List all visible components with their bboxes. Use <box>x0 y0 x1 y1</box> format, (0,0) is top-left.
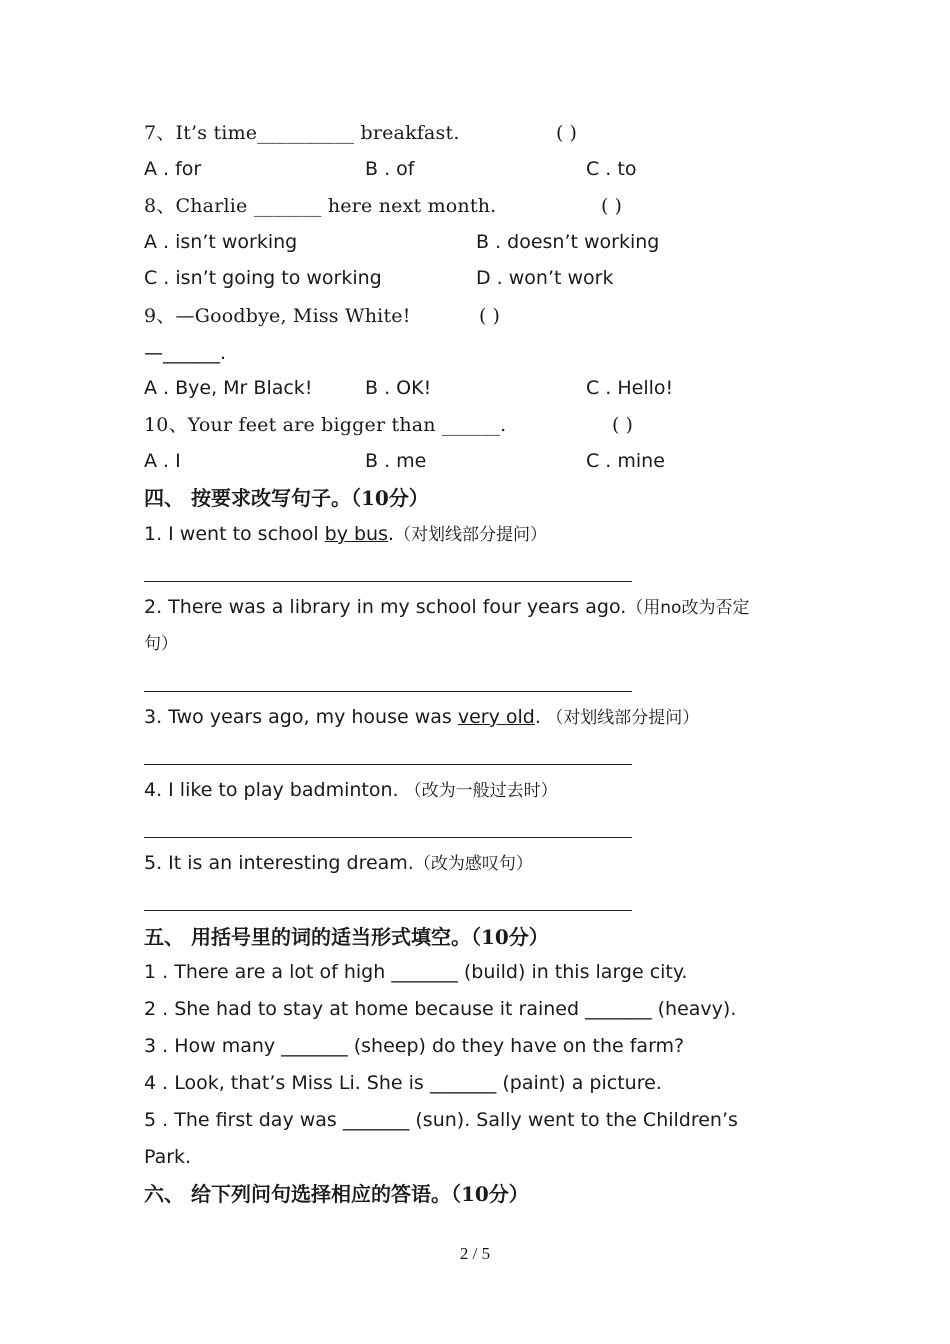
rewrite-item-5-instruction: （改为感叹句） <box>413 854 533 874</box>
question-9: 9、—Goodbye, Miss White! <box>144 305 411 327</box>
q8-option-c: C . isn’t going to working <box>144 267 382 289</box>
question-8: 8、Charlie _______ here next month. <box>144 195 497 217</box>
answer-line-1[interactable] <box>144 581 632 582</box>
rewrite-item-5-text: 5. It is an interesting dream. <box>144 852 414 874</box>
fill-item-1: 1 . There are a lot of high _______ (build) in this large city. <box>144 961 688 983</box>
q7-option-a: A . for <box>144 158 202 180</box>
q9-option-a: A . Bye, Mr Black! <box>144 377 313 399</box>
answer-line-5[interactable] <box>144 910 632 911</box>
section-6-heading: 六、 给下列问句选择相应的答语。（10分） <box>144 1182 529 1206</box>
q10-option-b: B . me <box>365 450 427 472</box>
rewrite-item-3-period: . <box>534 706 541 728</box>
rewrite-item-2-instruction: （用no改为否定 <box>626 598 750 618</box>
fill-item-4: 4 . Look, that’s Miss Li. She is _______ (paint) a picture. <box>144 1072 662 1094</box>
rewrite-item-2-text: 2. There was a library in my school four years ago. <box>144 596 627 618</box>
fill-item-5-cont: Park. <box>144 1146 192 1168</box>
q9-option-b: B . OK! <box>365 377 432 399</box>
fill-item-2: 2 . She had to stay at home because it rained _______ (heavy). <box>144 998 737 1020</box>
rewrite-item-4-instruction: （改为一般过去时） <box>404 781 558 801</box>
rewrite-item-2 <box>144 595 749 620</box>
rewrite-item-1-underlined: by bus <box>324 523 388 545</box>
q8-option-a: A . isn’t working <box>144 231 298 253</box>
q8-option-d: D . won’t work <box>476 267 614 289</box>
q7-option-b: B . of <box>365 158 415 180</box>
answer-line-2[interactable] <box>144 691 632 692</box>
answer-paren-8: ( ) <box>601 195 622 217</box>
fill-item-5: 5 . The first day was _______ (sun). Sally went to the Children’s <box>144 1109 738 1131</box>
rewrite-item-1-text: 1. I went to school <box>144 523 325 545</box>
q7-option-c: C . to <box>586 158 637 180</box>
answer-line-3[interactable] <box>144 764 632 765</box>
question-7: 7、It’s time__________ breakfast. <box>144 122 460 144</box>
rewrite-item-3-underlined: very old <box>457 706 535 728</box>
q10-option-a: A . I <box>144 450 181 472</box>
fill-item-3: 3 . How many _______ (sheep) do they have on the farm? <box>144 1035 685 1057</box>
rewrite-item-1-instruction: （对划线部分提问） <box>394 525 548 545</box>
rewrite-item-4-text: 4. I like to play badminton. <box>144 779 405 801</box>
page-number: 2 / 5 <box>459 1244 491 1263</box>
answer-paren-9: ( ) <box>479 305 500 327</box>
q9-option-c: C . Hello! <box>586 377 674 399</box>
answer-paren-7: ( ) <box>556 122 577 144</box>
rewrite-item-3 <box>144 705 699 730</box>
rewrite-item-2-instruction-cont: 句） <box>144 634 178 654</box>
q10-option-c: C . mine <box>586 450 665 472</box>
rewrite-item-4 <box>144 778 558 803</box>
question-10: 10、Your feet are bigger than ______. <box>144 414 507 436</box>
rewrite-item-1-period: . <box>388 523 395 545</box>
rewrite-item-3-instruction: （对划线部分提问） <box>540 708 700 728</box>
answer-line-4[interactable] <box>144 837 632 838</box>
section-5-heading: 五、 用括号里的词的适当形式填空。（10分） <box>144 925 549 949</box>
question-9-reply: —______. <box>144 342 227 364</box>
rewrite-item-3-text: 3. Two years ago, my house was <box>144 706 458 728</box>
rewrite-item-5 <box>144 851 533 876</box>
rewrite-item-1 <box>144 522 547 547</box>
section-4-heading: 四、 按要求改写句子。（10分） <box>144 486 429 510</box>
answer-paren-10: ( ) <box>612 414 633 436</box>
q8-option-b: B . doesn’t working <box>476 231 660 253</box>
